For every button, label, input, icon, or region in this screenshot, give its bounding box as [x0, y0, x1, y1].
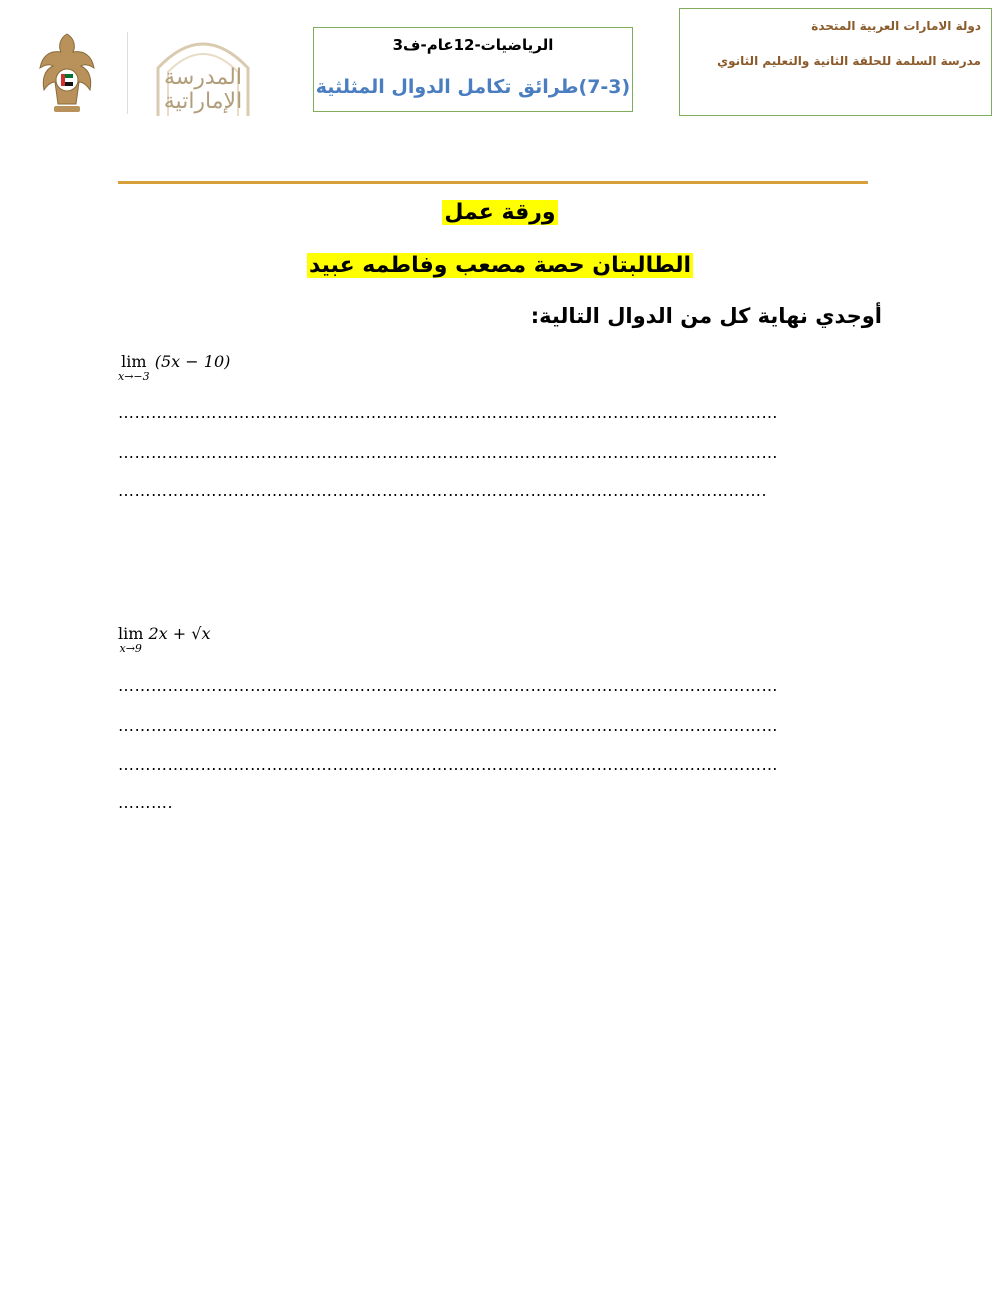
problem-1-lim-word: lim	[121, 352, 147, 371]
header-rule	[118, 181, 868, 184]
school-logo-text-1: المدرسة	[164, 65, 242, 90]
problem-1-expression	[118, 353, 230, 382]
problem-2-function: 2x + √x	[148, 624, 211, 643]
problem-2-lim-word: lim	[118, 624, 144, 643]
problem-2-answer-line-4[interactable]: ……….	[118, 793, 174, 812]
problem-1-lim	[118, 353, 150, 382]
school-name: مدرسة السلمة للحلقة الثانية والتعليم الثانوي	[717, 54, 981, 68]
worksheet-title: ورقة عمل	[444, 200, 556, 225]
problem-1-answer-line-3[interactable]: ……………………………………………………………………………………………………….	[118, 481, 768, 500]
problem-1-answer-line-2[interactable]: …………………………………………………………………………………………………………	[118, 443, 778, 462]
problem-2-lim-sub: x→9	[119, 642, 142, 655]
problem-2-expression	[118, 625, 211, 654]
worksheet-title-wrapper	[0, 200, 1000, 225]
emirati-school-logo	[128, 28, 278, 118]
problem-2-answer-line-3[interactable]: …………………………………………………………………………………………………………	[118, 755, 778, 774]
problem-1-lim-sub: x→−3	[118, 370, 150, 383]
problem-2-answer-line-1[interactable]: …………………………………………………………………………………………………………	[118, 676, 778, 695]
uae-emblem-logo	[36, 30, 98, 116]
students-names: الطالبتان حصة مصعب وفاطمه عبيد	[308, 253, 692, 278]
subject-course-label: الرياضيات-12عام-ف3	[392, 36, 554, 54]
school-logo-text-2: الإماراتية	[163, 89, 243, 114]
school-info-box	[679, 8, 992, 116]
problem-1-function: (5x − 10)	[154, 352, 231, 371]
subject-box	[313, 27, 633, 112]
country-name: دولة الامارات العربية المتحدة	[811, 19, 981, 33]
subject-lesson-title: (7-3)طرائق تكامل الدوال المثلثية	[315, 76, 631, 98]
students-line-wrapper	[0, 253, 1000, 278]
problem-1-answer-line-1[interactable]: …………………………………………………………………………………………………………	[118, 403, 778, 422]
instruction-text: أوجدي نهاية كل من الدوال التالية:	[530, 304, 882, 328]
problem-2-lim	[118, 625, 143, 654]
problem-2-answer-line-2[interactable]: …………………………………………………………………………………………………………	[118, 716, 778, 735]
